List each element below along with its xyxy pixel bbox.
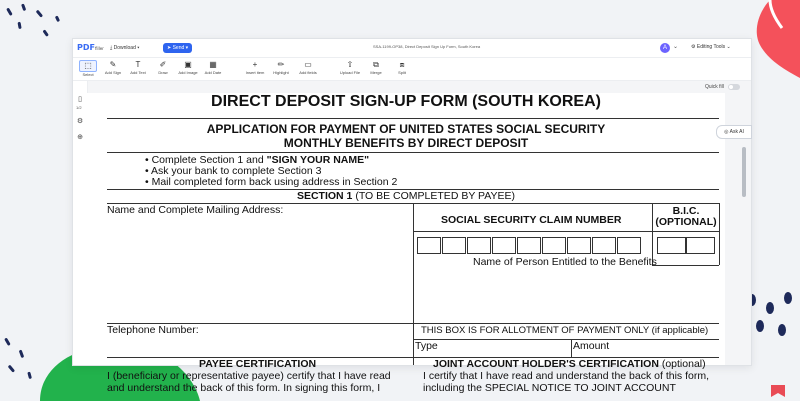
person-entitled-label: Name of Person Entitled to the Benefits xyxy=(473,256,657,268)
instruction-bullet-3: • Mail completed form back using address in Section 2 xyxy=(145,176,398,188)
decorative-dots-topleft xyxy=(0,0,70,50)
bic-box-1[interactable] xyxy=(657,237,686,254)
send-button[interactable]: ➤ Send ▾ xyxy=(163,43,192,53)
amount-label: Amount xyxy=(573,340,610,352)
avatar-chevron-icon[interactable]: ⌄ xyxy=(673,44,679,50)
highlighter-icon: ✏ xyxy=(277,60,285,69)
form-subtitle-line2: MONTHLY BENEFITS BY DIRECT DEPOSIT xyxy=(283,136,529,150)
tool-add-image[interactable]: ▣ Add Image xyxy=(176,60,200,75)
rule xyxy=(652,265,719,266)
left-sidebar xyxy=(73,81,88,365)
brand-corner-logo xyxy=(770,384,786,398)
download-icon: ⤓ xyxy=(110,45,113,51)
payee-certification-line2: and understand the back of this form. In signing this form, I xyxy=(107,382,381,394)
upload-icon: ⇧ xyxy=(346,60,354,69)
chevron-down-icon: ▾ xyxy=(137,45,140,51)
signature-icon: ✎ xyxy=(109,60,117,69)
form-title: DIRECT DEPOSIT SIGN-UP FORM (SOUTH KOREA) xyxy=(211,93,601,110)
rule xyxy=(413,231,719,232)
tool-select[interactable]: ⬚ Select xyxy=(76,60,100,77)
instruction-bullet-1: • Complete Section 1 and "SIGN YOUR NAME" xyxy=(145,154,370,166)
bic-label: B.I.C. (OPTIONAL) xyxy=(655,205,717,228)
claim-number-box-3[interactable] xyxy=(467,237,491,254)
payee-certification-line1: I (beneficiary or representative payee) certify that I have read xyxy=(107,370,391,382)
rule xyxy=(107,152,719,153)
claim-number-box-8[interactable] xyxy=(592,237,616,254)
allotment-label: THIS BOX IS FOR ALLOTMENT OF PAYMENT ONLY (if applicable) xyxy=(421,325,709,336)
ask-ai-button[interactable]: ◎ Ask AI xyxy=(716,125,752,139)
claim-number-box-7[interactable] xyxy=(567,237,591,254)
settings-icon[interactable]: ⚙ xyxy=(76,118,84,125)
instruction-bullet-2: • Ask your bank to complete Section 3 xyxy=(145,165,322,177)
fields-icon: ▭ xyxy=(304,60,312,69)
claim-number-box-9[interactable] xyxy=(617,237,641,254)
document-title[interactable]: SSA-1199-OP38, Direct Deposit Sign Up Form, South Korea xyxy=(373,44,481,49)
download-button[interactable]: ⤓ Download ▾ xyxy=(110,45,140,51)
split-icon: ⧈ xyxy=(399,60,405,69)
rule xyxy=(571,339,572,357)
merge-icon: ⧉ xyxy=(373,60,379,69)
tool-add-fields[interactable]: ▭ Add fields xyxy=(296,60,320,75)
tool-merge[interactable]: ⧉ Merge xyxy=(364,60,388,75)
user-avatar[interactable]: A xyxy=(660,43,670,53)
tools-icon: ⚙ xyxy=(691,44,696,50)
rule xyxy=(107,323,719,324)
app-logo[interactable]: PDFfiller xyxy=(77,43,104,52)
text-icon: T xyxy=(135,60,141,69)
name-address-label: Name and Complete Mailing Address: xyxy=(107,204,284,216)
vertical-scrollbar[interactable] xyxy=(742,147,746,197)
chevron-down-icon: ⌄ xyxy=(726,44,731,50)
plus-icon: + xyxy=(252,60,258,69)
ss-claim-number-label: SOCIAL SECURITY CLAIM NUMBER xyxy=(441,214,622,226)
chevron-down-icon: ▾ xyxy=(185,45,189,51)
claim-number-box-6[interactable] xyxy=(542,237,566,254)
rule xyxy=(413,339,719,340)
calendar-icon: ▦ xyxy=(209,60,217,69)
payee-certification-title: PAYEE CERTIFICATION xyxy=(199,358,317,370)
rule xyxy=(413,203,414,365)
zoom-icon[interactable]: ⊕ xyxy=(77,134,83,141)
editing-tools-menu[interactable]: ⚙ Editing Tools ⌄ xyxy=(691,44,731,50)
tool-insert-item[interactable]: + Insert item xyxy=(243,60,267,75)
bic-box-2[interactable] xyxy=(686,237,715,254)
pdf-page xyxy=(87,93,725,394)
pdf-editor-window xyxy=(72,38,752,394)
tool-add-sign[interactable]: ✎ Add Sign xyxy=(101,60,125,75)
tool-add-text[interactable]: T Add Text xyxy=(126,60,150,75)
joint-certification-line2: including the SPECIAL NOTICE TO JOINT ACCOUNT xyxy=(423,382,676,394)
tool-upload-file[interactable]: ⇧ Upload File xyxy=(339,60,361,75)
joint-certification-line1: I certify that I have read and understand the back of this form, xyxy=(423,370,709,382)
claim-number-box-2[interactable] xyxy=(442,237,466,254)
tool-highlight[interactable]: ✏ Highlight xyxy=(269,60,293,75)
tool-add-date[interactable]: ▦ Add Date xyxy=(201,60,225,75)
editing-toolbar xyxy=(73,58,751,81)
rule xyxy=(107,118,719,119)
claim-number-box-4[interactable] xyxy=(492,237,516,254)
quick-fill-label: Quick fill xyxy=(705,84,724,90)
send-icon: ➤ xyxy=(167,45,172,51)
claim-number-box-1[interactable] xyxy=(417,237,441,254)
pen-icon: ✐ xyxy=(159,60,167,69)
rule xyxy=(719,203,720,265)
top-bar xyxy=(73,39,751,58)
page-indicator: 1/2 xyxy=(76,105,82,110)
claim-number-box-5[interactable] xyxy=(517,237,541,254)
tool-split[interactable]: ⧈ Split xyxy=(390,60,414,75)
cursor-icon: ⬚ xyxy=(79,60,97,72)
type-label: Type xyxy=(415,340,438,352)
ai-icon: ◎ xyxy=(724,129,729,135)
joint-certification-title: JOINT ACCOUNT HOLDER'S CERTIFICATION (optional) xyxy=(433,358,706,370)
form-subtitle-line1: APPLICATION FOR PAYMENT OF UNITED STATES SOCIAL SECURITY xyxy=(206,122,606,136)
image-icon: ▣ xyxy=(184,60,192,69)
telephone-label: Telephone Number: xyxy=(107,324,199,336)
pages-icon[interactable]: ▯ xyxy=(78,96,82,103)
quick-fill-toggle[interactable] xyxy=(728,84,740,90)
tool-draw[interactable]: ✐ Draw xyxy=(151,60,175,75)
section1-heading: SECTION 1 (TO BE COMPLETED BY PAYEE) xyxy=(296,190,516,202)
